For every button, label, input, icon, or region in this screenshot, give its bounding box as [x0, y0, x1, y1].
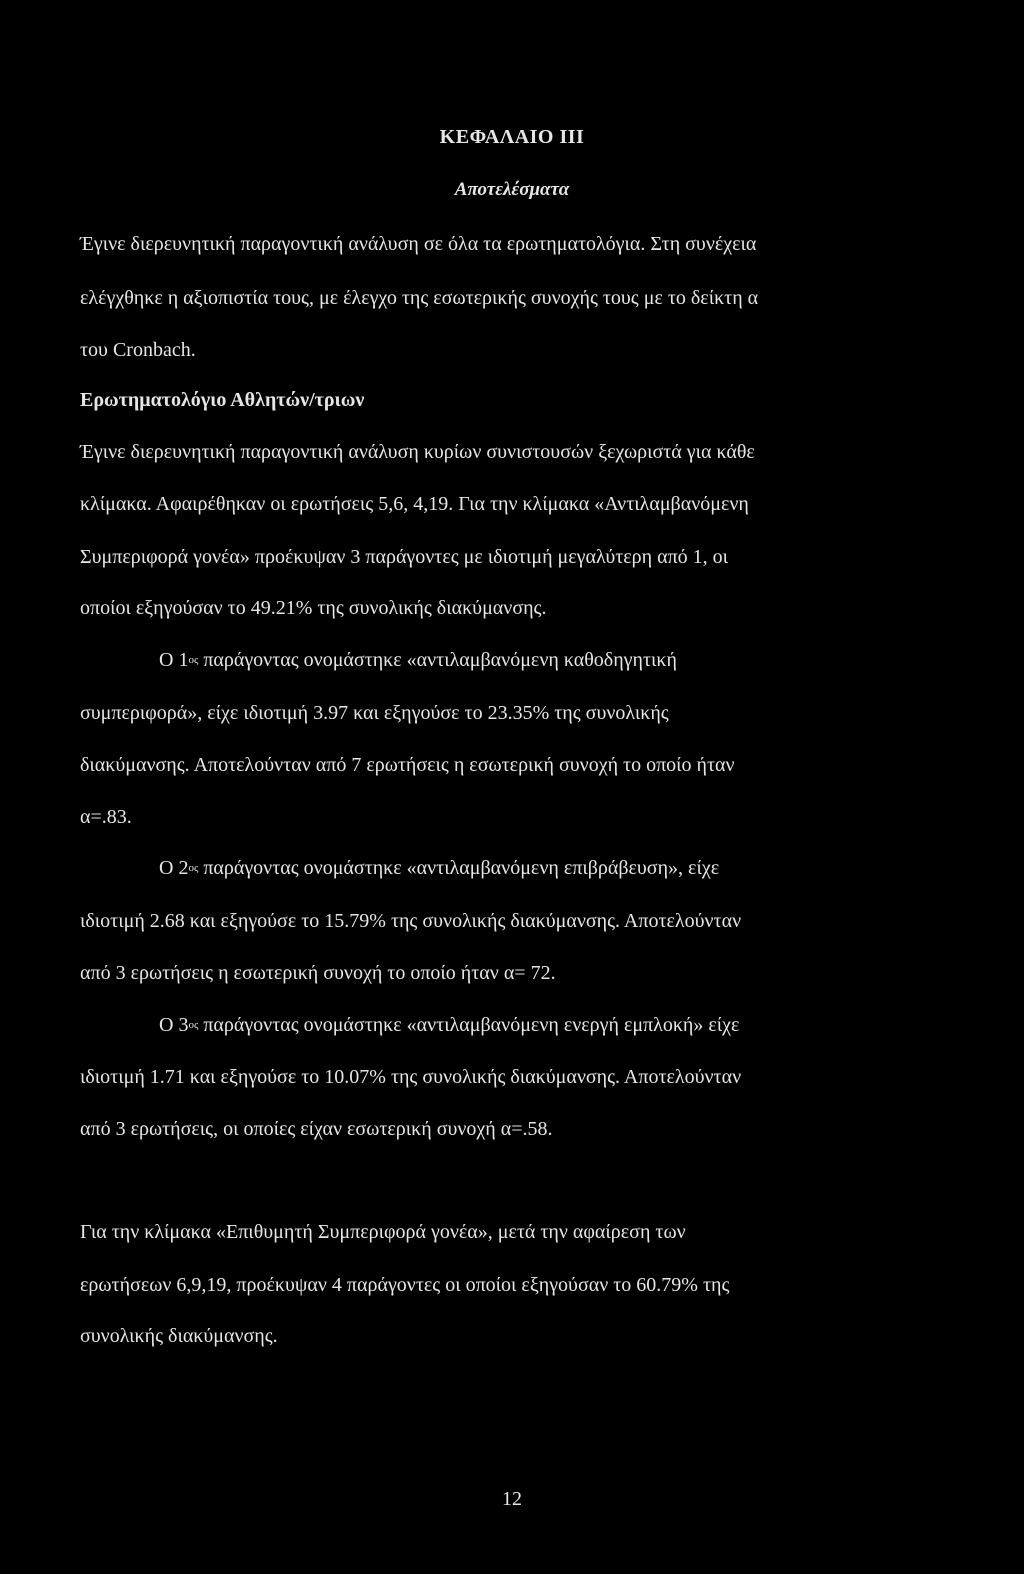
- chapter-subheading: Αποτελέσματα: [454, 179, 570, 200]
- factor1-ordinal: ος: [188, 654, 199, 666]
- factor1-line-4: α=.83.: [80, 806, 132, 828]
- para1-line-1: Έγινε διερευνητική παραγοντική ανάλυση κυρίων συνιστουσών ξεχωριστά για κάθε: [80, 441, 755, 463]
- intro-line-1: Έγινε διερευνητική παραγοντική ανάλυση σε όλα τα ερωτηματολόγια. Στη συνέχεια: [80, 233, 757, 255]
- para1-line-2: κλίμακα. Αφαιρέθηκαν οι ερωτήσεις 5,6, 4,19. Για την κλίμακα «Αντιλαμβανόμενη: [80, 493, 749, 515]
- factor1-prefix: Ο 1: [159, 649, 189, 671]
- factor2-line-2: ιδιοτιμή 2.68 και εξηγούσε το 15.79% της συνολικής διακύμανσης. Αποτελούνταν: [80, 910, 742, 932]
- factor1-line-2: συμπεριφορά», είχε ιδιοτιμή 3.97 και εξηγούσε το 23.35% της συνολικής: [80, 702, 669, 724]
- factor3-line-3: από 3 ερωτήσεις, οι οποίες είχαν εσωτερική συνοχή α=.58.: [80, 1118, 553, 1140]
- para2-line-2: ερωτήσεων 6,9,19, προέκυψαν 4 παράγοντες οι οποίοι εξηγούσαν το 60.79% της: [80, 1274, 730, 1296]
- factor1-line-3: διακύμανσης. Αποτελούνταν από 7 ερωτήσεις η εσωτερική συνοχή το οποίο ήταν: [80, 754, 735, 776]
- factor3-line-2: ιδιοτιμή 1.71 και εξηγούσε το 10.07% της συνολικής διακύμανσης. Αποτελούνταν: [80, 1066, 742, 1088]
- para1-line-4: οποίοι εξηγούσαν το 49.21% της συνολικής διακύμανσης.: [80, 597, 547, 619]
- factor3-ordinal: ος: [188, 1019, 199, 1031]
- intro-line-3: του Cronbach.: [80, 339, 196, 361]
- factor1-line-1: [159, 648, 677, 672]
- para2-line-3: συνολικής διακύμανσης.: [80, 1325, 278, 1347]
- factor3-line-1-text: παράγοντας ονομάστηκε «αντιλαμβανόμενη ενεργή εμπλοκή» είχε: [198, 1014, 740, 1036]
- factor2-ordinal: ος: [188, 862, 199, 874]
- section-title: Ερωτηματολόγιο Αθλητών/τριων: [80, 389, 365, 411]
- page-number: 12: [502, 1488, 522, 1510]
- factor1-line-1-text: παράγοντας ονομάστηκε «αντιλαμβανόμενη καθοδηγητική: [198, 649, 677, 671]
- factor2-prefix: Ο 2: [159, 857, 189, 879]
- para2-line-1: Για την κλίμακα «Επιθυμητή Συμπεριφορά γονέα», μετά την αφαίρεση των: [80, 1221, 686, 1243]
- para1-line-3: Συμπεριφορά γονέα» προέκυψαν 3 παράγοντες με ιδιοτιμή μεγαλύτερη από 1, οι: [80, 546, 729, 568]
- factor2-line-1-text: παράγοντας ονομάστηκε «αντιλαμβανόμενη επιβράβευση», είχε: [198, 857, 720, 879]
- factor3-line-1: [159, 1013, 739, 1037]
- intro-line-2: ελέγχθηκε η αξιοπιστία τους, με έλεγχο της εσωτερικής συνοχής τους με το δείκτη α: [80, 287, 759, 309]
- chapter-heading: ΚΕΦΑΛΑΙΟ III: [439, 126, 585, 148]
- factor3-prefix: Ο 3: [159, 1014, 189, 1036]
- factor2-line-1: [159, 856, 719, 880]
- factor2-line-3: από 3 ερωτήσεις η εσωτερική συνοχή το οποίο ήταν α= 72.: [80, 962, 556, 984]
